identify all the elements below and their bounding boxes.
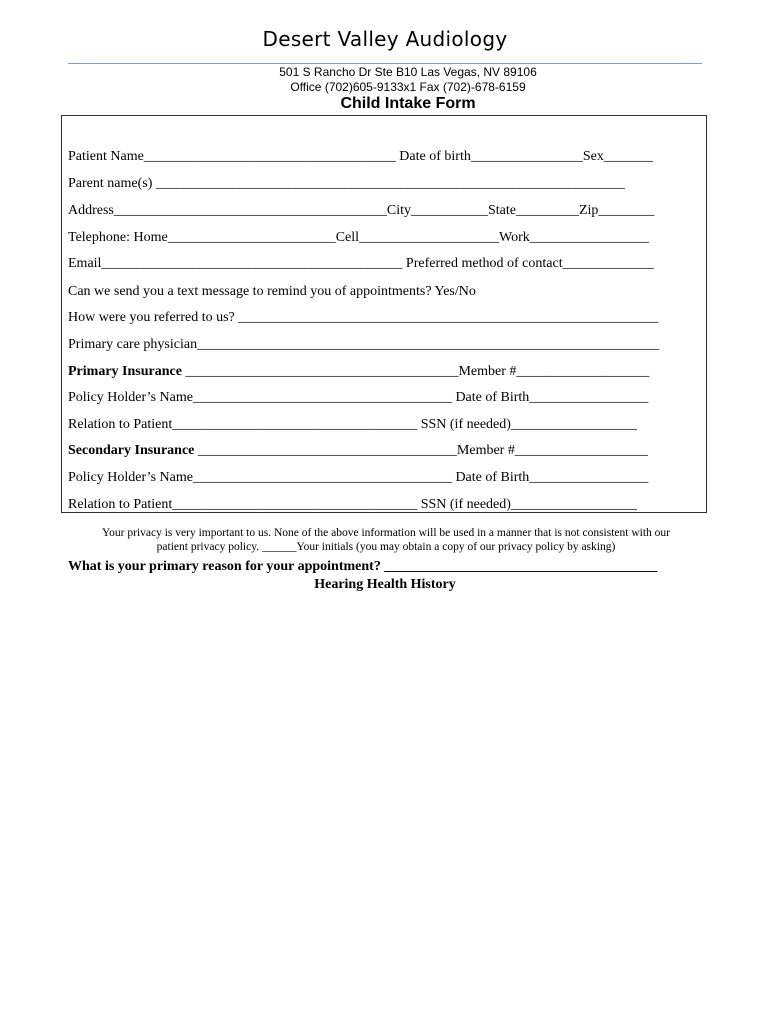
- primary-insurance-row[interactable]: [68, 364, 649, 380]
- referral-row[interactable]: How were you referred to us? ____________________________________________________________: [68, 310, 659, 325]
- primary-insurance-label: Primary Insurance: [68, 364, 182, 379]
- patient-name-row[interactable]: Patient Name____________________________________ Date of birth________________Sex_______: [68, 149, 653, 164]
- hearing-health-history-heading: Hearing Health History: [314, 577, 456, 592]
- address-line: 501 S Rancho Dr Ste B10 Las Vegas, NV 89106: [279, 65, 537, 79]
- secondary-insurance-field[interactable]: _____________________________________Member #___________________: [194, 443, 648, 458]
- secondary-policy-holder-row[interactable]: Policy Holder’s Name_____________________________________ Date of Birth_________________: [68, 470, 649, 485]
- primary-insurance-field[interactable]: _______________________________________Member #___________________: [181, 364, 650, 379]
- parent-name-row[interactable]: Parent name(s) ___________________________________________________________________: [68, 176, 625, 191]
- primary-care-row[interactable]: Primary care physician__________________________________________________________________: [68, 337, 660, 352]
- email-row[interactable]: Email___________________________________________ Preferred method of contact_____________: [68, 256, 654, 271]
- secondary-insurance-label: Secondary Insurance: [68, 443, 195, 458]
- appointment-reason-row[interactable]: What is your primary reason for your appointment? _______________________________________: [68, 559, 658, 574]
- address-row[interactable]: Address_______________________________________City___________State_________Zip________: [68, 203, 655, 218]
- secondary-relation-row[interactable]: Relation to Patient___________________________________ SSN (if needed)__________________: [68, 497, 637, 512]
- privacy-line-2[interactable]: patient privacy policy. ______Your initials (you may obtain a copy of our privacy policy by asking): [156, 541, 616, 553]
- form-title: Child Intake Form: [340, 95, 476, 112]
- secondary-insurance-row[interactable]: [68, 443, 648, 459]
- policy-holder-row[interactable]: Policy Holder’s Name_____________________________________ Date of Birth_________________: [68, 390, 649, 405]
- text-message-row: Can we send you a text message to remind you of appointments? Yes/No: [68, 284, 476, 299]
- privacy-line-1: Your privacy is very important to us. None of the above information will be used in a manner that is not consistent with our: [102, 527, 670, 539]
- relation-row[interactable]: Relation to Patient___________________________________ SSN (if needed)__________________: [68, 417, 637, 432]
- practice-name: Desert Valley Audiology: [262, 27, 508, 51]
- phone-line: Office (702)605-9133x1 Fax (702)-678-6159: [290, 80, 526, 94]
- telephone-row[interactable]: Telephone: Home________________________Cell____________________Work_________________: [68, 230, 649, 245]
- header-divider: [68, 63, 702, 64]
- privacy-notice: [66, 526, 706, 554]
